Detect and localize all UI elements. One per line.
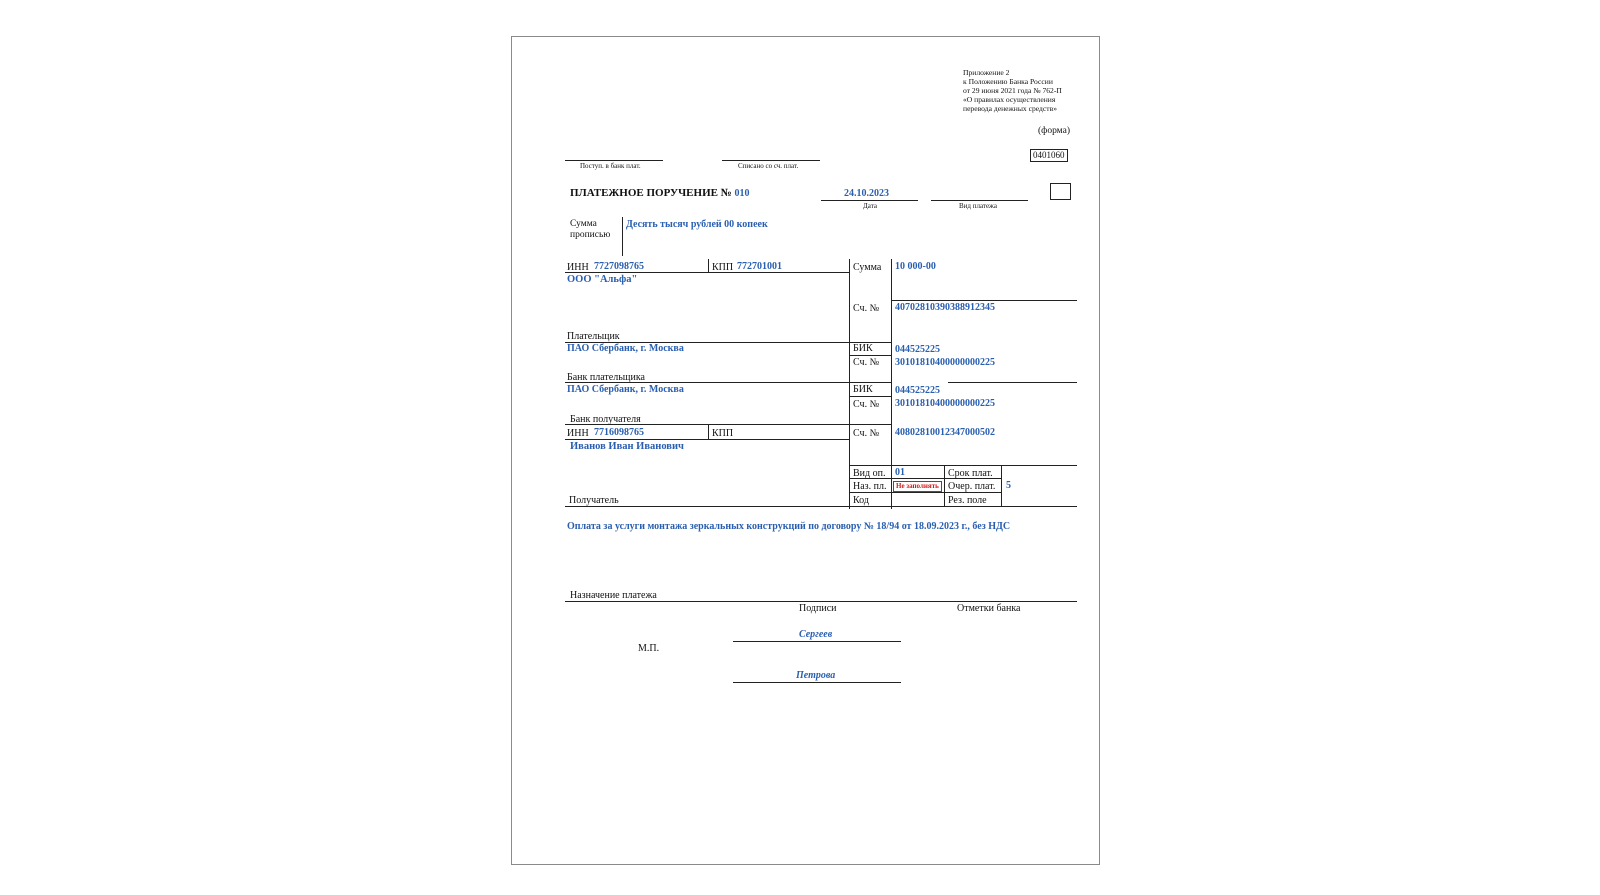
payer-inn-kpp-divider — [708, 259, 709, 272]
recipient-account-label: Сч. № — [853, 428, 880, 439]
signature-second: Петрова — [796, 670, 836, 681]
appendix-note — [963, 68, 1062, 113]
recipient-role-label: Получатель — [569, 495, 619, 506]
sum-label: Сумма — [853, 262, 882, 273]
date-value: 24.10.2023 — [844, 188, 889, 199]
recipient-inn: 7716098765 — [594, 427, 644, 438]
recipient-name: Иванов Иван Иванович — [570, 441, 684, 452]
payer-role-label: Плательщик — [567, 331, 620, 342]
payment-order-sheet — [511, 36, 1100, 865]
do-not-fill-stamp: Не заполнять — [893, 481, 942, 492]
payer-inn-underline — [565, 272, 849, 273]
sum-underline — [891, 300, 1077, 301]
recipient-inn-underline — [565, 439, 849, 440]
payer-bik-underline — [849, 355, 891, 356]
reserve-field-label: Рез. поле — [948, 495, 987, 506]
recipient-section-line — [565, 506, 1077, 507]
op-type-value: 01 — [895, 467, 905, 478]
codes-divider-mid — [944, 465, 945, 506]
appendix-line: Приложение 2 — [963, 68, 1010, 77]
payer-bank-bik-label: БИК — [853, 343, 873, 354]
received-line — [565, 160, 663, 161]
purpose-section-line — [565, 601, 1077, 602]
payer-bank-corr-label: Сч. № — [853, 357, 880, 368]
debited-label: Списано со сч. плат. — [738, 162, 799, 170]
payment-type-line — [931, 200, 1028, 201]
recipient-bank-corr: 30101810400000000225 — [895, 398, 995, 409]
recipient-bank-bik-label: БИК — [853, 384, 873, 395]
recipient-bank-name: ПАО Сбербанк, г. Москва — [567, 384, 684, 395]
recipient-account: 40802810012347000502 — [895, 427, 995, 438]
grid-divider-value — [891, 259, 892, 509]
codes-row2-line — [849, 492, 1001, 493]
appendix-line: перевода денежных средств» — [963, 104, 1057, 113]
signature-second-line — [733, 682, 901, 683]
payment-purpose-text: Оплата за услуги монтажа зеркальных конструкций по договору № 18/94 от 18.09.2023 г., без НДС — [567, 521, 1011, 532]
debited-line — [722, 160, 820, 161]
amount-words-divider — [622, 217, 623, 256]
payer-account-label: Сч. № — [853, 303, 880, 314]
recipient-inn-label: ИНН — [567, 428, 589, 439]
recipient-kpp-label: КПП — [712, 428, 734, 439]
payer-bank-name: ПАО Сбербанк, г. Москва — [567, 343, 684, 354]
recipient-bank-section-line — [565, 424, 849, 425]
payer-bank-corr: 30101810400000000225 — [895, 357, 995, 368]
document-title-text: ПЛАТЕЖНОЕ ПОРУЧЕНИЕ № — [570, 187, 732, 199]
appendix-line: «О правилах осуществления — [963, 95, 1056, 104]
due-date-label: Срок плат. — [948, 468, 993, 479]
codes-divider-right — [1001, 465, 1002, 506]
payer-bank-label: Банк плательщика — [567, 372, 645, 383]
payer-bank-bik: 044525225 — [895, 344, 940, 355]
recipient-bank-label: Банк получателя — [570, 414, 641, 425]
amount-words-label — [570, 219, 610, 241]
status-checkbox[interactable] — [1050, 183, 1071, 200]
received-label: Поступ. в банк плат. — [580, 162, 641, 170]
forma-label: (форма) — [1038, 126, 1071, 136]
signature-first: Сергеев — [799, 629, 833, 640]
recipient-bik-underline — [849, 396, 891, 397]
recipient-bank-bik: 044525225 — [895, 385, 940, 396]
payer-bank-corr-underline — [948, 382, 1077, 383]
amount-words-label-line: прописью — [570, 230, 611, 240]
recipient-bank-right-line — [849, 424, 891, 425]
payer-bank-right-line — [849, 382, 891, 383]
payer-inn-label: ИНН — [567, 262, 589, 273]
bank-marks-label: Отметки банка — [957, 603, 1021, 614]
appendix-line: к Положению Банка России — [963, 77, 1053, 86]
sum-value: 10 000-00 — [895, 261, 936, 272]
payment-purpose-label: Назначение платежа — [570, 590, 657, 601]
amount-words-value: Десять тысяч рублей 00 копеек — [626, 219, 768, 230]
recipient-bank-corr-label: Сч. № — [853, 399, 880, 410]
codes-top-line — [849, 465, 1077, 466]
stamp-placeholder: М.П. — [638, 643, 660, 654]
priority-value: 5 — [1006, 480, 1011, 491]
form-code: 0401060 — [1030, 149, 1068, 162]
appendix-line: от 29 июня 2021 года № 762-П — [963, 86, 1062, 95]
signatures-label: Подписи — [799, 603, 837, 614]
signature-first-line — [733, 641, 901, 642]
payer-bank-section-line — [565, 382, 849, 383]
document-number: 010 — [734, 188, 750, 199]
recipient-inn-kpp-divider — [708, 425, 709, 439]
payer-kpp: 772701001 — [737, 261, 782, 272]
op-type-label: Вид оп. — [853, 468, 886, 479]
payment-type-label: Вид платежа — [959, 202, 998, 210]
code-label: Код — [853, 495, 869, 506]
payer-name: ООО "Альфа" — [567, 274, 638, 285]
payer-account: 40702810390388912345 — [895, 302, 995, 313]
purpose-code-label: Наз. пл. — [853, 481, 887, 492]
date-line — [821, 200, 918, 201]
payer-inn: 7727098765 — [594, 261, 644, 272]
date-label: Дата — [863, 202, 877, 210]
grid-divider-label — [849, 259, 850, 509]
payer-kpp-label: КПП — [712, 262, 734, 273]
document-title — [570, 187, 750, 199]
priority-label: Очер. плат. — [948, 481, 996, 492]
amount-words-label-line: Сумма — [570, 219, 597, 229]
